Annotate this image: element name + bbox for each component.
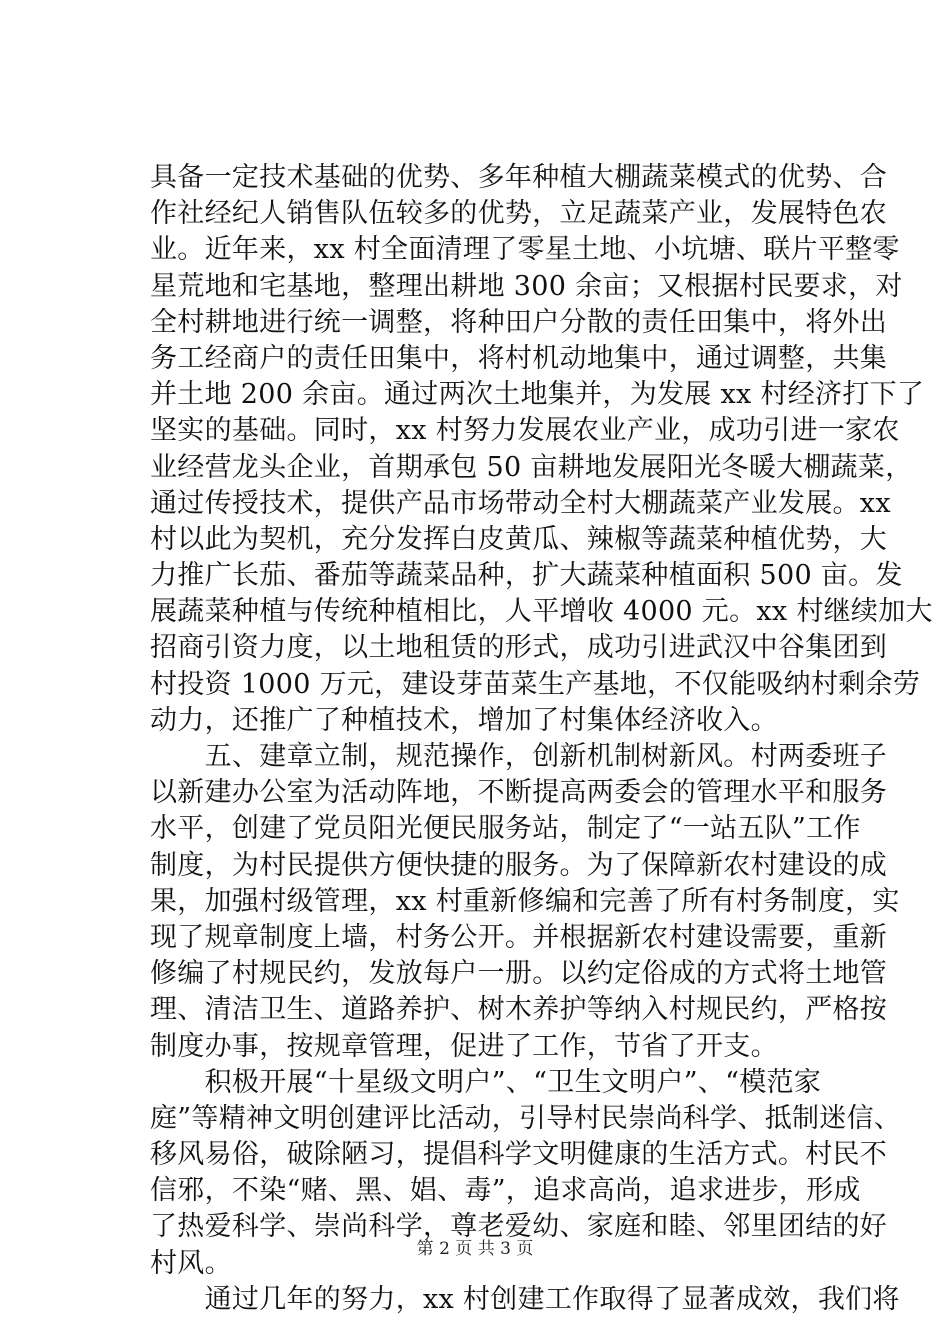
- text-line: 村投资 1000 万元，建设芽苗菜生产基地，不仅能吸纳村剩余劳: [150, 668, 921, 700]
- text-line: 并土地 200 余亩。通过两次土地集并，为发展 xx 村经济打下了: [150, 379, 925, 411]
- text-line: 理、清洁卫生、道路养护、树木养护等纳入村规民约，严格按: [150, 994, 888, 1026]
- text-line: 移风易俗，破除陋习，提倡科学文明健康的生活方式。村民不: [150, 1139, 888, 1171]
- text-line: 了热爱科学、崇尚科学，尊老爱幼、家庭和睦、邻里团结的好: [150, 1211, 888, 1243]
- text-line: 制度，为村民提供方便快捷的服务。为了保障新农村建设的成: [150, 849, 888, 881]
- text-line: 以新建办公室为活动阵地，不断提高两委会的管理水平和服务: [150, 777, 888, 809]
- text-line: 村风。: [150, 1247, 232, 1279]
- text-line: 星荒地和宅基地，整理出耕地 300 余亩；又根据村民要求，对: [150, 270, 903, 302]
- text-line: 庭”等精神文明创建评比活动，引导村民崇尚科学、抵制迷信、: [150, 1102, 902, 1134]
- text-line: 展蔬菜种植与传统种植相比，人平增收 4000 元。xx 村继续加大: [150, 596, 933, 628]
- text-line: 作社经纪人销售队伍较多的优势，立足蔬菜产业，发展特色农: [150, 198, 888, 230]
- text-line: 通过传授技术，提供产品市场带动全村大棚蔬菜产业发展。xx: [150, 487, 891, 519]
- text-line: 水平，创建了党员阳光便民服务站，制定了“一站五队”工作: [150, 813, 861, 845]
- text-line: 信邪，不染“赌、黑、娼、毒”，追求高尚，追求进步，形成: [150, 1175, 861, 1207]
- text-line: 果，加强村级管理，xx 村重新修编和完善了所有村务制度，实: [150, 885, 900, 917]
- text-line: 业经营龙头企业，首期承包 50 亩耕地发展阳光冬暖大棚蔬菜，: [150, 451, 913, 483]
- page-number-footer: 第 2 页 共 3 页: [416, 1239, 534, 1259]
- text-line: 坚实的基础。同时，xx 村努力发展农业产业，成功引进一家农: [150, 415, 900, 447]
- text-line: 村以此为契机，充分发挥白皮黄瓜、辣椒等蔬菜种植优势，大: [150, 523, 888, 555]
- text-line: 五、建章立制，规范操作，创新机制树新风。村两委班子: [150, 741, 888, 772]
- text-line: 力推广长茄、番茄等蔬菜品种，扩大蔬菜种植面积 500 亩。发: [150, 560, 903, 592]
- text-line: 制度办事，按规章管理，促进了工作，节省了开支。: [150, 1030, 778, 1062]
- text-line: 招商引资力度，以土地租赁的形式，成功引进武汉中谷集团到: [150, 632, 888, 664]
- text-line: 业。近年来，xx 村全面清理了零星土地、小坑塘、联片平整零: [150, 234, 900, 266]
- text-line: 具备一定技术基础的优势、多年种植大棚蔬菜模式的优势、合: [150, 162, 888, 193]
- text-line: 务工经商户的责任田集中，将村机动地集中，通过调整，共集: [150, 342, 888, 374]
- text-line: 全村耕地进行统一调整，将种田户分散的责任田集中，将外出: [150, 306, 888, 338]
- text-line: 现了规章制度上墙，村务公开。并根据新农村建设需要，重新: [150, 921, 888, 953]
- document-body: [150, 160, 933, 1318]
- text-line: 通过几年的努力，xx 村创建工作取得了显著成效，我们将: [150, 1283, 900, 1315]
- text-line: 动力，还推广了种植技术，增加了村集体经济收入。: [150, 704, 778, 736]
- text-line: 修编了村规民约，发放每户一册。以约定俗成的方式将土地管: [150, 958, 888, 990]
- text-line: 积极开展“十星级文明户”、“卫生文明户”、“模范家: [150, 1066, 822, 1098]
